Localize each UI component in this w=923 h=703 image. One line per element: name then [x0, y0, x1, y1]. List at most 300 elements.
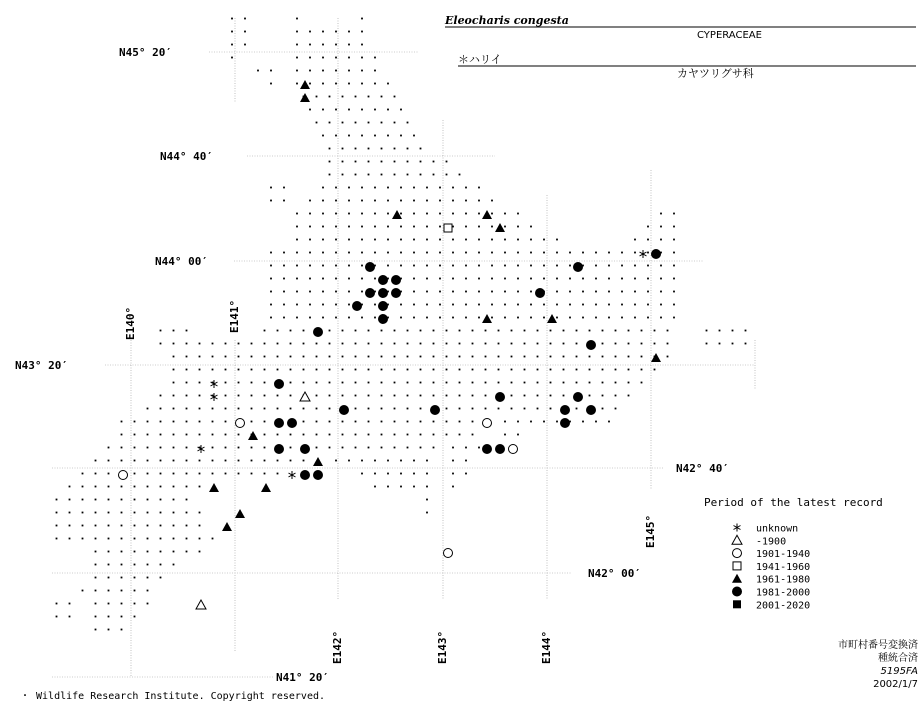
mesh-dot	[452, 265, 454, 267]
mesh-dot	[517, 304, 519, 306]
mesh-dot	[394, 408, 396, 410]
mesh-dot	[270, 265, 272, 267]
mesh-dot	[550, 395, 552, 397]
mesh-dot	[309, 213, 311, 215]
record-asterisk	[211, 380, 218, 388]
mesh-dot	[342, 369, 344, 371]
mesh-dot	[361, 44, 363, 46]
mesh-dot	[452, 304, 454, 306]
mesh-dot	[342, 421, 344, 423]
mesh-dot	[251, 473, 253, 475]
mesh-dot	[719, 343, 721, 345]
mesh-dot	[569, 304, 571, 306]
mesh-dot	[465, 252, 467, 254]
mesh-dot	[465, 200, 467, 202]
mesh-dot	[602, 330, 604, 332]
mesh-dot	[556, 278, 558, 280]
mesh-dot	[524, 382, 526, 384]
mesh-dot	[147, 460, 149, 462]
mesh-dot	[381, 395, 383, 397]
mesh-dot	[374, 70, 376, 72]
mesh-dot	[387, 252, 389, 254]
mesh-dot	[615, 408, 617, 410]
mesh-dot	[374, 252, 376, 254]
mesh-dot	[381, 447, 383, 449]
legend-symbol-filled-triangle	[732, 574, 742, 583]
mesh-dot	[673, 239, 675, 241]
mesh-dot	[173, 551, 175, 553]
mesh-dot	[147, 603, 149, 605]
mesh-dot	[173, 356, 175, 358]
mesh-dot	[173, 421, 175, 423]
mesh-dot	[459, 369, 461, 371]
mesh-dot	[374, 317, 376, 319]
mesh-dot	[147, 577, 149, 579]
mesh-dot	[108, 616, 110, 618]
mesh-dot	[173, 447, 175, 449]
mesh-dot	[173, 369, 175, 371]
mesh-dot	[355, 122, 357, 124]
mesh-dot	[426, 187, 428, 189]
mesh-dot	[524, 408, 526, 410]
mesh-dot	[361, 317, 363, 319]
mesh-dot	[82, 486, 84, 488]
mesh-dot	[147, 525, 149, 527]
mesh-dot	[387, 473, 389, 475]
mesh-dot	[95, 473, 97, 475]
mesh-dot	[134, 590, 136, 592]
mesh-dot	[342, 122, 344, 124]
mesh-dot	[374, 57, 376, 59]
mesh-dot	[186, 343, 188, 345]
mesh-dot	[647, 226, 649, 228]
mesh-dot	[322, 135, 324, 137]
mesh-dot	[121, 564, 123, 566]
mesh-dot	[582, 421, 584, 423]
mesh-dot	[251, 421, 253, 423]
mesh-dot	[628, 330, 630, 332]
mesh-dot	[69, 603, 71, 605]
mesh-dot	[95, 538, 97, 540]
mesh-dot	[361, 473, 363, 475]
mesh-dot	[199, 551, 201, 553]
mesh-dot	[530, 421, 532, 423]
mesh-dot	[361, 57, 363, 59]
mesh-dot	[374, 304, 376, 306]
mesh-dot	[543, 278, 545, 280]
mesh-dot	[296, 70, 298, 72]
mesh-dot	[309, 31, 311, 33]
mesh-dot	[478, 239, 480, 241]
mesh-dot	[550, 408, 552, 410]
mesh-dot	[524, 356, 526, 358]
japanese-name: ＊ハリイ	[458, 53, 502, 66]
mesh-dot	[394, 395, 396, 397]
mesh-dot	[582, 304, 584, 306]
mesh-dot	[602, 382, 604, 384]
mesh-dot	[264, 460, 266, 462]
mesh-dot	[82, 525, 84, 527]
mesh-dot	[121, 629, 123, 631]
mesh-dot	[439, 213, 441, 215]
mesh-dot	[446, 161, 448, 163]
mesh-dot	[186, 551, 188, 553]
mesh-dot	[270, 252, 272, 254]
mesh-dot	[413, 252, 415, 254]
record-open-triangle	[300, 392, 310, 401]
mesh-dot	[121, 434, 123, 436]
mesh-dot	[121, 421, 123, 423]
mesh-dot	[329, 395, 331, 397]
mesh-dot	[452, 486, 454, 488]
mesh-dot	[121, 486, 123, 488]
lat-label-42-40: N42° 40′	[676, 462, 729, 475]
mesh-dot	[186, 434, 188, 436]
mesh-dot	[621, 317, 623, 319]
family-latin: CYPERACEAE	[697, 30, 762, 41]
record-filled-triangle	[482, 314, 492, 323]
mesh-dot	[517, 252, 519, 254]
mesh-dot	[498, 408, 500, 410]
mesh-dot	[355, 369, 357, 371]
mesh-dot	[348, 135, 350, 137]
mesh-dot	[381, 161, 383, 163]
mesh-dot	[277, 343, 279, 345]
record-filled-circle	[586, 405, 596, 415]
mesh-dot	[446, 421, 448, 423]
mesh-dot	[69, 486, 71, 488]
mesh-dot	[212, 434, 214, 436]
mesh-dot	[413, 460, 415, 462]
mesh-dot	[173, 330, 175, 332]
mesh-dot	[478, 252, 480, 254]
mesh-dot	[381, 148, 383, 150]
mesh-dot	[621, 278, 623, 280]
mesh-dot	[335, 304, 337, 306]
mesh-dot	[608, 304, 610, 306]
mesh-dot	[394, 96, 396, 98]
meta-line-4: 2002/1/7	[873, 679, 918, 690]
mesh-dot	[660, 291, 662, 293]
mesh-dot	[329, 421, 331, 423]
mesh-dot	[589, 356, 591, 358]
mesh-dot	[543, 421, 545, 423]
mesh-dot	[296, 239, 298, 241]
mesh-dot	[173, 460, 175, 462]
mesh-dot	[342, 395, 344, 397]
mesh-dot	[225, 343, 227, 345]
mesh-dot	[329, 434, 331, 436]
mesh-dot	[537, 330, 539, 332]
record-filled-circle	[300, 444, 310, 454]
mesh-dot	[238, 343, 240, 345]
mesh-dot	[303, 460, 305, 462]
mesh-dot	[342, 148, 344, 150]
record-open-circle	[119, 471, 128, 480]
mesh-dot	[186, 538, 188, 540]
mesh-dot	[459, 174, 461, 176]
mesh-dot	[147, 538, 149, 540]
mesh-dot	[186, 395, 188, 397]
record-filled-circle	[430, 405, 440, 415]
mesh-dot	[108, 486, 110, 488]
mesh-dot	[264, 447, 266, 449]
mesh-dot	[407, 148, 409, 150]
mesh-dot	[335, 213, 337, 215]
mesh-dot	[472, 382, 474, 384]
mesh-dot	[225, 447, 227, 449]
mesh-dot	[556, 252, 558, 254]
mesh-dot	[420, 174, 422, 176]
mesh-dot	[381, 96, 383, 98]
mesh-dot	[225, 421, 227, 423]
mesh-dot	[459, 382, 461, 384]
mesh-dot	[108, 590, 110, 592]
mesh-dot	[322, 200, 324, 202]
mesh-dot	[439, 239, 441, 241]
mesh-dot	[303, 330, 305, 332]
mesh-dot	[309, 226, 311, 228]
mesh-dot	[394, 343, 396, 345]
mesh-dot	[342, 96, 344, 98]
mesh-dot	[556, 317, 558, 319]
mesh-dot	[400, 213, 402, 215]
mesh-dots	[56, 18, 747, 631]
mesh-dot	[322, 83, 324, 85]
mesh-dot	[589, 369, 591, 371]
mesh-dot	[173, 473, 175, 475]
mesh-dot	[173, 382, 175, 384]
mesh-dot	[400, 486, 402, 488]
mesh-dot	[361, 460, 363, 462]
mesh-dot	[595, 317, 597, 319]
mesh-dot	[134, 473, 136, 475]
mesh-dot	[368, 421, 370, 423]
mesh-dot	[426, 499, 428, 501]
mesh-dot	[108, 577, 110, 579]
mesh-dot	[329, 330, 331, 332]
mesh-dot	[446, 395, 448, 397]
mesh-dot	[459, 408, 461, 410]
mesh-dot	[621, 304, 623, 306]
mesh-dot	[342, 330, 344, 332]
mesh-dot	[303, 343, 305, 345]
mesh-dot	[277, 434, 279, 436]
mesh-dot	[108, 538, 110, 540]
record-filled-triangle	[313, 457, 323, 466]
record-filled-triangle	[261, 483, 271, 492]
mesh-dot	[530, 278, 532, 280]
mesh-dot	[504, 265, 506, 267]
mesh-dot	[283, 200, 285, 202]
mesh-dot	[108, 629, 110, 631]
mesh-dot	[270, 278, 272, 280]
mesh-dot	[361, 200, 363, 202]
mesh-dot	[394, 122, 396, 124]
mesh-dot	[602, 408, 604, 410]
mesh-dot	[329, 408, 331, 410]
lon-label-143: E143°	[436, 630, 449, 664]
mesh-dot	[368, 382, 370, 384]
mesh-dot	[465, 213, 467, 215]
mesh-dot	[420, 395, 422, 397]
mesh-dot	[335, 83, 337, 85]
mesh-dot	[615, 382, 617, 384]
mesh-dot	[615, 356, 617, 358]
mesh-dot	[381, 408, 383, 410]
mesh-dot	[446, 408, 448, 410]
mesh-dot	[296, 304, 298, 306]
mesh-dot	[199, 473, 201, 475]
mesh-dot	[296, 278, 298, 280]
mesh-dot	[257, 70, 259, 72]
mesh-dot	[335, 31, 337, 33]
mesh-dot	[277, 473, 279, 475]
mesh-dot	[660, 265, 662, 267]
mesh-dot	[745, 343, 747, 345]
mesh-dot	[654, 330, 656, 332]
mesh-dot	[186, 369, 188, 371]
mesh-dot	[186, 421, 188, 423]
mesh-dot	[147, 421, 149, 423]
mesh-dot	[108, 512, 110, 514]
mesh-dot	[407, 330, 409, 332]
mesh-dot	[264, 330, 266, 332]
mesh-dot	[212, 460, 214, 462]
mesh-dot	[641, 356, 643, 358]
mesh-dot	[400, 109, 402, 111]
mesh-dot	[160, 538, 162, 540]
mesh-dot	[283, 304, 285, 306]
mesh-dot	[374, 473, 376, 475]
record-filled-circle	[313, 327, 323, 337]
mesh-dot	[316, 382, 318, 384]
mesh-dot	[641, 330, 643, 332]
mesh-dot	[537, 369, 539, 371]
mesh-dot	[439, 200, 441, 202]
mesh-dot	[186, 499, 188, 501]
mesh-dot	[420, 382, 422, 384]
mesh-dot	[108, 564, 110, 566]
mesh-dot	[472, 330, 474, 332]
mesh-dot	[543, 304, 545, 306]
mesh-dot	[290, 356, 292, 358]
mesh-dot	[504, 291, 506, 293]
mesh-dot	[121, 525, 123, 527]
mesh-dot	[355, 421, 357, 423]
mesh-dot	[667, 330, 669, 332]
mesh-dot	[517, 434, 519, 436]
mesh-dot	[322, 213, 324, 215]
mesh-dot	[231, 31, 233, 33]
mesh-dot	[407, 382, 409, 384]
mesh-dot	[407, 447, 409, 449]
mesh-dot	[400, 226, 402, 228]
mesh-dot	[160, 486, 162, 488]
mesh-dot	[186, 512, 188, 514]
mesh-dot	[576, 343, 578, 345]
mesh-dot	[225, 473, 227, 475]
mesh-dot	[381, 369, 383, 371]
mesh-dot	[504, 434, 506, 436]
record-filled-circle	[274, 444, 284, 454]
mesh-dot	[329, 174, 331, 176]
mesh-dot	[576, 330, 578, 332]
record-filled-circle	[573, 392, 583, 402]
mesh-dot	[160, 421, 162, 423]
mesh-dot	[329, 447, 331, 449]
mesh-dot	[465, 460, 467, 462]
mesh-dot	[374, 83, 376, 85]
mesh-dot	[400, 187, 402, 189]
mesh-dot	[361, 291, 363, 293]
record-filled-circle	[573, 262, 583, 272]
mesh-dot	[335, 226, 337, 228]
mesh-dot	[199, 460, 201, 462]
mesh-dot	[160, 512, 162, 514]
mesh-dot	[108, 460, 110, 462]
mesh-dot	[472, 434, 474, 436]
mesh-dot	[374, 213, 376, 215]
mesh-dot	[355, 447, 357, 449]
mesh-dot	[407, 174, 409, 176]
mesh-dot	[160, 408, 162, 410]
mesh-dot	[56, 499, 58, 501]
mesh-dot	[361, 70, 363, 72]
mesh-dot	[329, 343, 331, 345]
mesh-dot	[322, 31, 324, 33]
mesh-dot	[641, 343, 643, 345]
mesh-dot	[199, 408, 201, 410]
record-filled-circle	[651, 249, 661, 259]
mesh-dot	[296, 83, 298, 85]
mesh-dot	[368, 343, 370, 345]
mesh-dot	[296, 317, 298, 319]
mesh-dot	[173, 564, 175, 566]
mesh-dot	[251, 460, 253, 462]
mesh-dot	[615, 369, 617, 371]
mesh-dot	[511, 343, 513, 345]
mesh-dot	[147, 499, 149, 501]
mesh-dot	[413, 239, 415, 241]
mesh-dot	[478, 200, 480, 202]
mesh-dot	[147, 473, 149, 475]
mesh-dot	[563, 395, 565, 397]
mesh-dot	[485, 343, 487, 345]
mesh-dot	[732, 343, 734, 345]
mesh-dot	[225, 434, 227, 436]
mesh-dot	[621, 265, 623, 267]
mesh-dot	[530, 226, 532, 228]
mesh-dot	[673, 278, 675, 280]
record-open-circle	[236, 419, 245, 428]
mesh-dot	[537, 395, 539, 397]
mesh-dot	[108, 447, 110, 449]
mesh-dot	[264, 382, 266, 384]
mesh-dot	[355, 148, 357, 150]
mesh-dot	[348, 83, 350, 85]
mesh-dot	[608, 265, 610, 267]
mesh-dot	[394, 434, 396, 436]
mesh-dot	[602, 395, 604, 397]
mesh-dot	[82, 512, 84, 514]
mesh-dot	[290, 434, 292, 436]
record-filled-triangle	[495, 223, 505, 232]
mesh-dot	[413, 291, 415, 293]
mesh-dot	[361, 213, 363, 215]
mesh-dot	[491, 278, 493, 280]
mesh-dot	[69, 525, 71, 527]
